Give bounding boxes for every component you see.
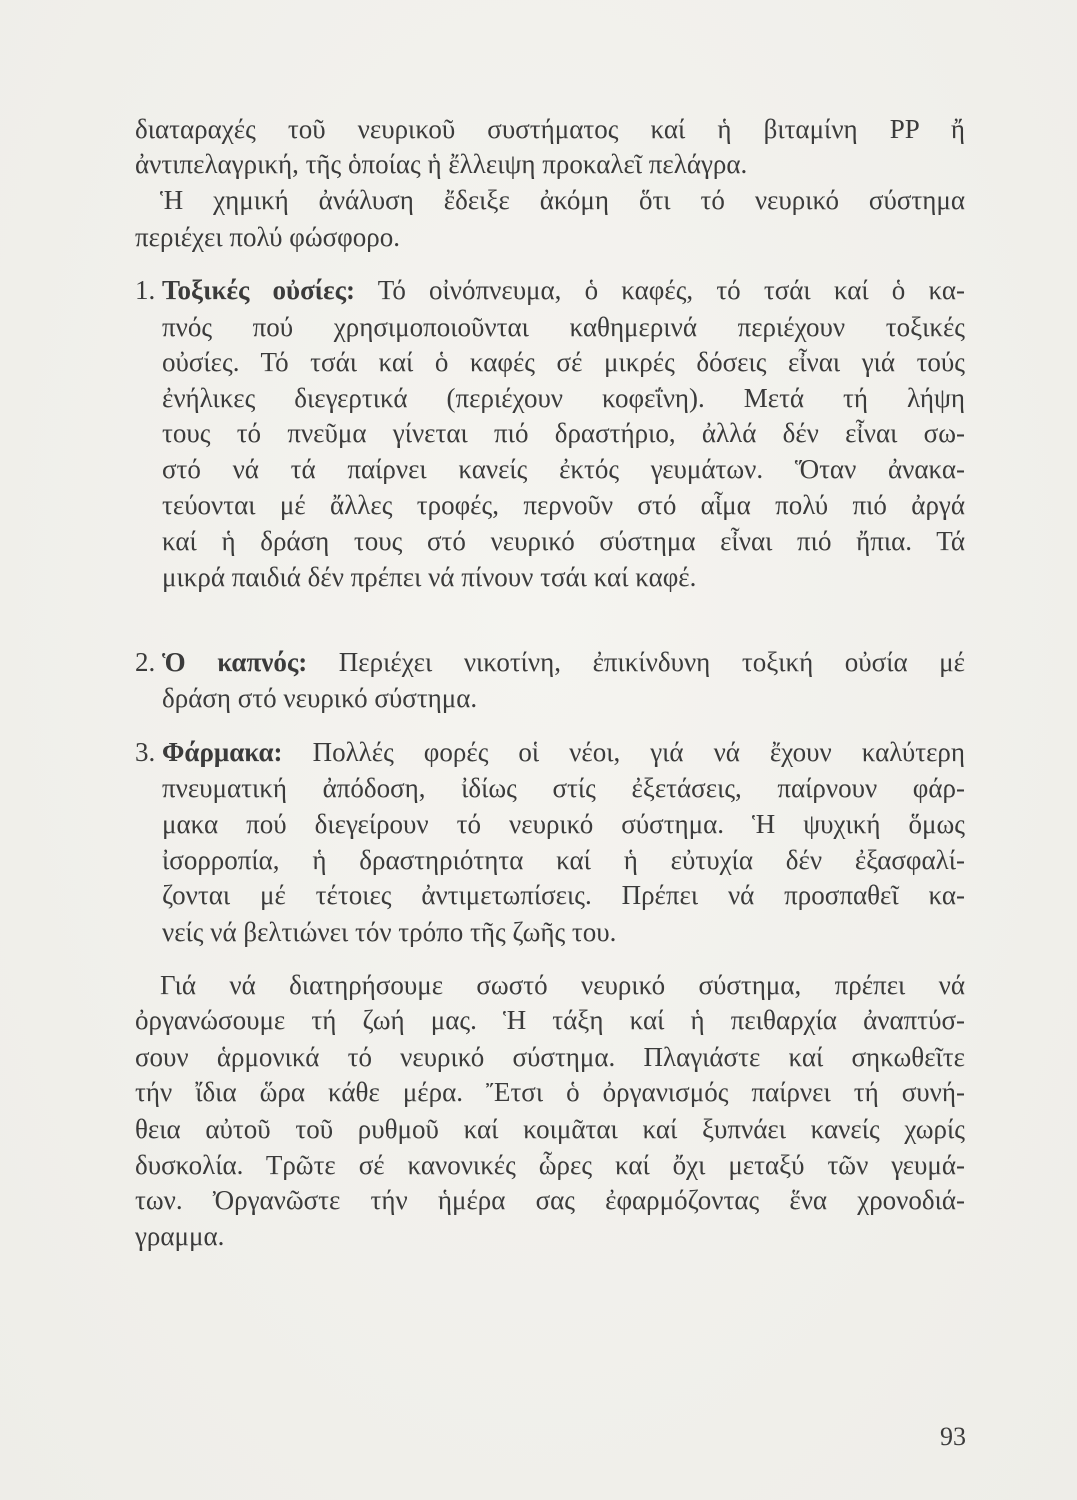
list-item-text: Τό οἰνόπνευμα, ὁ καφές, τό τσάι καί ὁ κα- [377,275,965,305]
text-line: τους τό πνεῦμα γίνεται πιό δραστήριο, ἀλλά δέν εἶναι σω- [162,418,965,448]
text-line: καί ἡ δράση τους στό νευρικό σύστημα εἶναι πιό ἤπια. Τά [162,526,965,556]
text-line: ζονται μέ τέτοιες ἀντιμετωπίσεις. Πρέπει νά προσπαθεῖ κα- [162,880,965,910]
text-line: δράση στό νευρικό σύστημα. [162,683,478,713]
text-line: πνός πού χρησιμοποιοῦνται καθημερινά περιέχουν τοξικές [162,312,965,342]
text-line: ἀντιπελαγρική, τῆς ὁποίας ἡ ἔλλειψη προκαλεῖ πελάγρα. [135,149,748,179]
text-line: γραμμα. [135,1221,225,1251]
text-line: νείς νά βελτιώνει τόν τρόπο τῆς ζωῆς του. [162,917,617,947]
text-line [135,645,965,679]
text-line: περιέχει πολύ φώσφορο. [135,222,400,252]
text-line: δυσκολία. Τρῶτε σέ κανονικές ὧρες καί ὄχι μεταξύ τῶν γευμά- [135,1150,965,1180]
text-line: στό νά τά παίρνει κανείς ἐκτός γευμάτων. Ὅταν ἀνακα- [162,454,965,484]
list-item-term: Φάρμακα: [162,737,283,767]
list-item-number: 2. [135,647,156,677]
text-line [135,735,965,769]
text-line: ὀργανώσουμε τή ζωή μας. Ἡ τάξη καί ἡ πειθαρχία ἀναπτύσ- [135,1005,965,1035]
text-line: σουν ἁρμονικά τό νευρικό σύστημα. Πλαγιάστε καί σηκωθεῖτε [135,1042,965,1072]
list-item-text: Περιέχει νικοτίνη, ἐπικίνδυνη τοξική οὐσία μέ [338,647,965,677]
text-line: μικρά παιδιά δέν πρέπει νά πίνουν τσάι καί καφέ. [162,562,697,592]
list-item-term: Ὁ καπνός: [162,647,308,677]
text-line: θεια αὐτοῦ τοῦ ρυθμοῦ καί κοιμᾶται καί ξυπνάει κανείς χωρίς [135,1114,965,1144]
text-line: ἐνήλικες διεγερτικά (περιέχουν κοφεΐνη). Μετά τή λήψη [162,383,965,413]
text-line: μακα πού διεγείρουν τό νευρικό σύστημα. Ἡ ψυχική ὅμως [162,809,965,839]
text-line: Ἡ χημική ἀνάλυση ἔδειξε ἀκόμη ὅτι τό νευρικό σύστημα [160,185,965,215]
page-number: 93 [940,1422,966,1451]
text-line: Γιά νά διατηρήσουμε σωστό νευρικό σύστημα, πρέπει νά [160,970,965,1000]
text-line: οὐσίες. Τό τσάι καί ὁ καφές σέ μικρές δόσεις εἶναι γιά τούς [162,347,965,377]
text-line: των. Ὀργανῶστε τήν ἡμέρα σας ἐφαρμόζοντας ἕνα χρονοδιά- [135,1185,965,1215]
list-item-term: Τοξικές οὐσίες: [162,275,356,305]
text-line: πνευματική ἀπόδοση, ἰδίως στίς ἐξετάσεις, παίρνουν φάρ- [162,773,965,803]
list-item-number: 1. [135,275,156,305]
list-item-number: 3. [135,737,156,767]
text-line: διαταραχές τοῦ νευρικοῦ συστήματος καί ἡ βιταμίνη PP ἤ [135,114,965,144]
list-item-text: Πολλές φορές οἱ νέοι, γιά νά ἔχουν καλύτερη [312,737,966,767]
text-line: ἰσορροπία, ἡ δραστηριότητα καί ἡ εὐτυχία δέν ἐξασφαλί- [162,845,965,875]
text-line [135,273,965,307]
text-line: τεύονται μέ ἄλλες τροφές, περνοῦν στό αἷμα πολύ πιό ἀργά [162,490,965,520]
text-line: τήν ἴδια ὥρα κάθε μέρα. Ἔτσι ὁ ὀργανισμός παίρνει τή συνή- [135,1077,965,1107]
